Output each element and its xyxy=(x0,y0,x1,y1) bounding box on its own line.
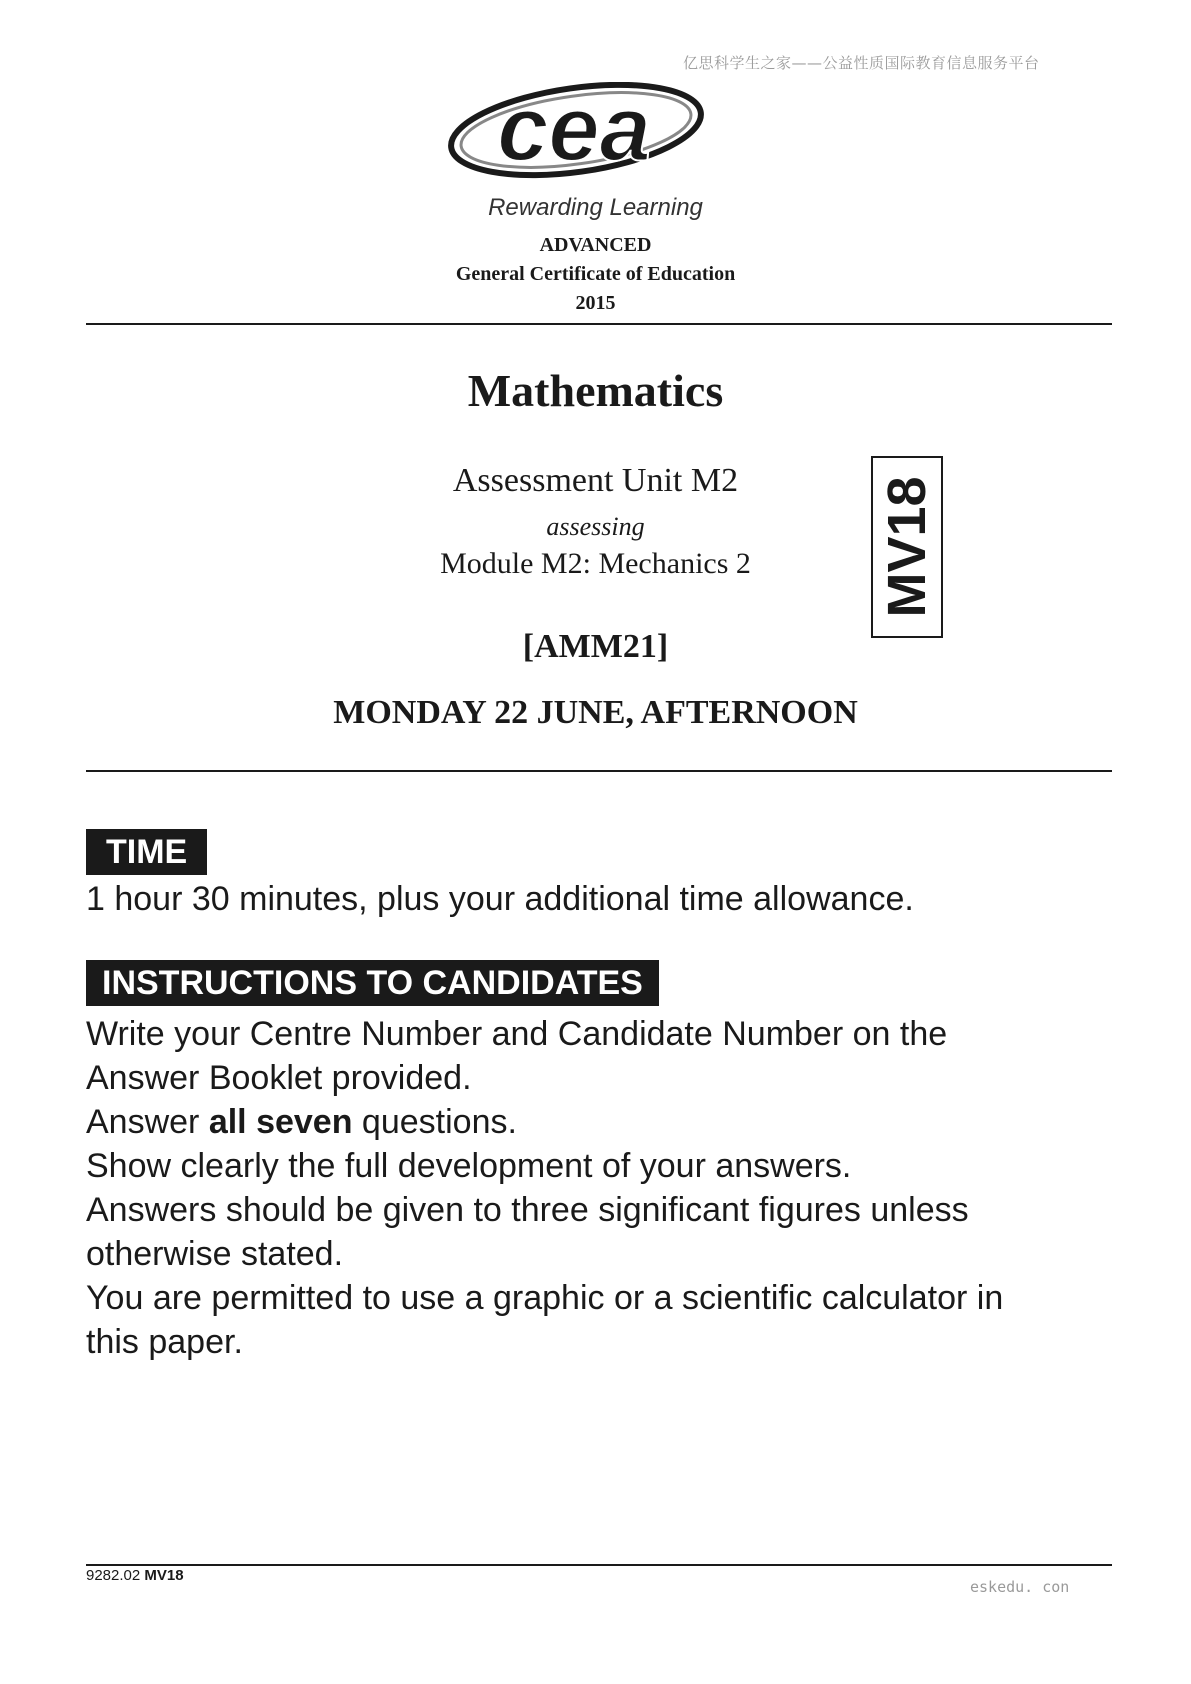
unit-title: Assessment Unit M2 xyxy=(452,462,739,499)
qualification-level: ADVANCED xyxy=(539,234,652,256)
qualification-certificate: General Certificate of Education xyxy=(455,263,736,285)
paper-code: [AMM21] xyxy=(522,628,669,665)
watermark-bottom: eskedu. con xyxy=(970,1578,1070,1596)
subject-title: Mathematics xyxy=(467,365,724,416)
watermark-top: 亿思科学生之家——公益性质国际教育信息服务平台 xyxy=(683,54,1040,72)
instruction-text: questions. xyxy=(352,1103,517,1141)
side-code-box xyxy=(871,456,943,638)
side-code: MV18 xyxy=(877,476,937,618)
instruction-line: Answer Booklet provided. xyxy=(86,1059,472,1097)
unit-module: Module M2: Mechanics 2 xyxy=(440,547,751,580)
instructions-list xyxy=(86,1012,1116,1364)
divider-footer xyxy=(86,1564,1112,1566)
footer-paper-code: MV18 xyxy=(144,1567,184,1584)
cea-logo xyxy=(446,82,746,194)
instruction-text: Answer xyxy=(86,1103,209,1141)
instruction-line: otherwise stated. xyxy=(86,1235,344,1273)
instruction-line: this paper. xyxy=(86,1323,243,1361)
footer-code xyxy=(86,1567,184,1584)
logo-text: cea xyxy=(497,82,651,180)
instruction-line: Answers should be given to three significant figures unless xyxy=(86,1191,969,1229)
instruction-line: Show clearly the full development of your answers. xyxy=(86,1147,852,1185)
time-text: 1 hour 30 minutes, plus your additional time allowance. xyxy=(86,880,914,918)
instructions-heading: INSTRUCTIONS TO CANDIDATES xyxy=(86,960,659,1006)
divider-bottom xyxy=(86,770,1112,772)
qualification-year: 2015 xyxy=(575,292,616,314)
time-heading: TIME xyxy=(86,829,207,875)
instruction-line: You are permitted to use a graphic or a scientific calculator in xyxy=(86,1279,1004,1317)
instruction-line xyxy=(86,1100,1116,1144)
instruction-emphasis: all seven xyxy=(208,1103,353,1141)
divider-top xyxy=(86,323,1112,325)
unit-assessing: assessing xyxy=(546,512,645,541)
instruction-line: Write your Centre Number and Candidate Number on the xyxy=(86,1015,948,1053)
exam-date: MONDAY 22 JUNE, AFTERNOON xyxy=(333,694,858,731)
tagline: Rewarding Learning xyxy=(488,194,703,221)
footer-number: 9282.02 xyxy=(86,1567,141,1584)
